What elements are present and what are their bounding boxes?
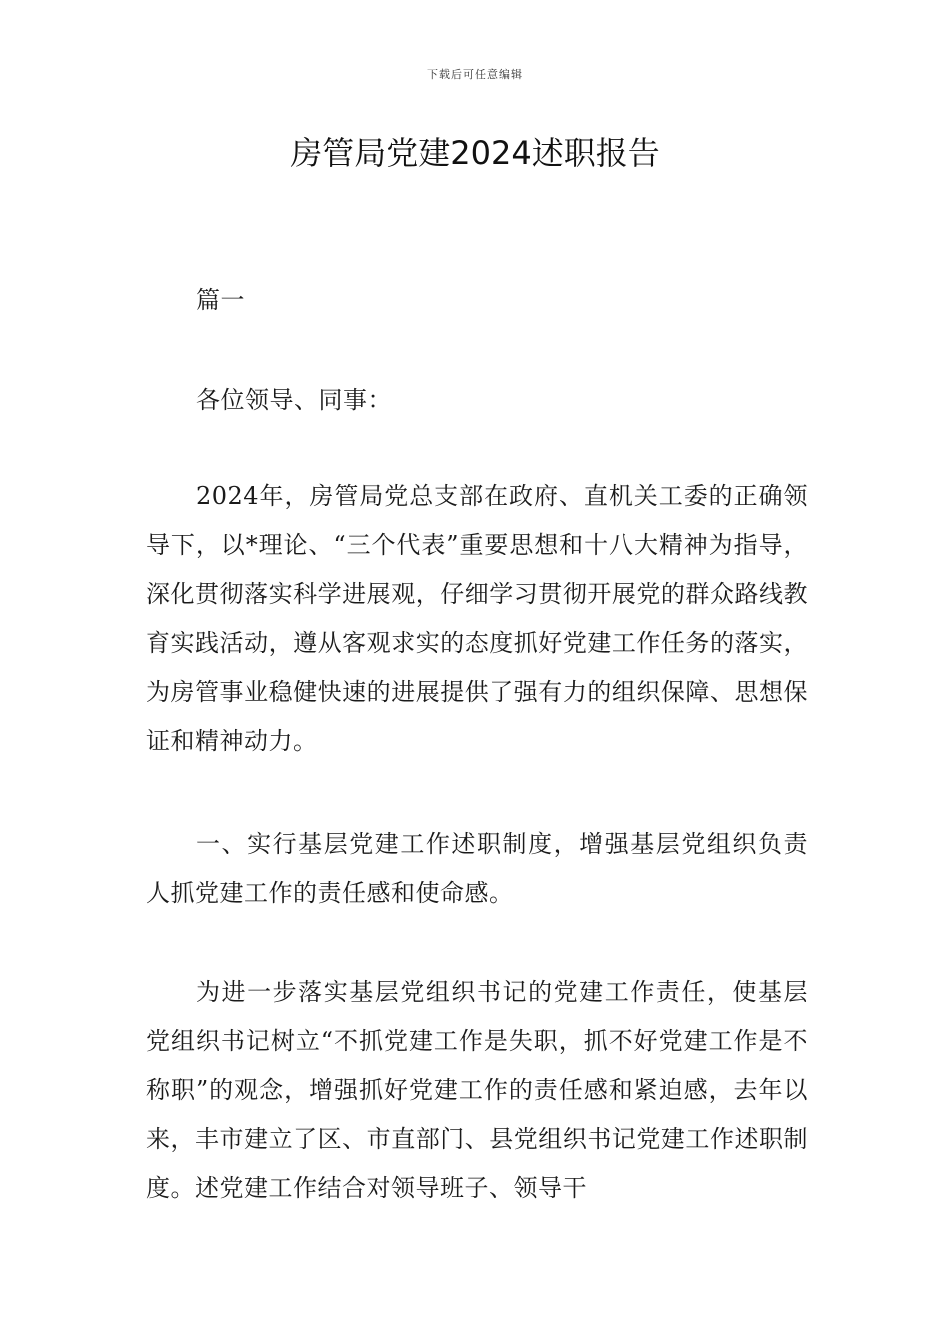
paragraph-section-1: 为进一步落实基层党组织书记的党建工作责任，使基层党组织书记树立“不抓党建工作是失职，抓不好党建工作是不称职”的观念，增强抓好党建工作的责任感和紧迫感，去年以来，丰市建立了区、市直部门、县党组织书记党建工作述职制度。述党建工作结合对领导班子、领导干 [146, 978, 808, 1202]
header-note: 下载后可任意编辑 [427, 68, 523, 81]
section-heading-1: 一、实行基层党建工作述职制度，增强基层党组织负责人抓党建工作的责任感和使命感。 [146, 830, 808, 907]
paragraph-intro: 2024年，房管局党总支部在政府、直机关工委的正确领导下，以*理论、“三个代表”重要思想和十八大精神为指导，深化贯彻落实科学进展观，仔细学习贯彻开展党的群众路线教育实践活动，遵从客观求实的态度抓好党建工作任务的落实，为房管事业稳健快速的进展提供了强有力的组织保障、思想保证和精神动力。 [146, 482, 808, 755]
section-label: 篇一 [196, 286, 245, 314]
greeting: 各位领导、同事： [196, 386, 392, 414]
document-title: 房管局党建2024述职报告 [290, 134, 660, 172]
